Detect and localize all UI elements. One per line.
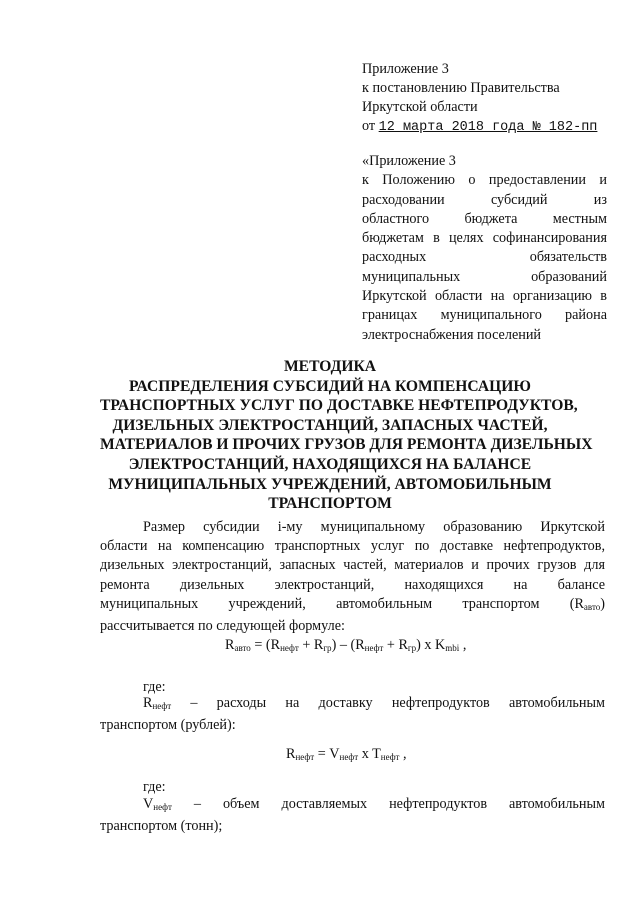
formula-text: , [459, 637, 467, 653]
where-text: где: [143, 679, 166, 695]
subscript: mbi [445, 643, 460, 653]
formula-text: ) – (R [331, 637, 365, 653]
subscript: гр [407, 643, 417, 653]
paragraph-line-text: ) [600, 595, 605, 612]
regulation-annex-block [362, 152, 607, 345]
intro-paragraph [100, 518, 605, 636]
subscript: нефт [339, 752, 359, 762]
annex-date: 12 марта 2018 года № 182-пп [378, 120, 598, 135]
annex-header [362, 60, 607, 137]
paragraph-line: дизельных электростанций, запасных частей, материалов и прочих грузов для [100, 557, 605, 574]
formula-text: + R [298, 637, 324, 653]
subscript: нефт [364, 643, 384, 653]
definition-line: транспортом (тонн); [100, 818, 223, 835]
subscript: авто [583, 601, 601, 612]
paragraph-line: области на компенсацию транспортных услуг по доставке нефтепродуктов, [100, 538, 605, 555]
paragraph-line: Размер субсидии i-му муниципальному образованию Иркутской [143, 519, 605, 535]
subscript: нефт [280, 643, 299, 653]
annex-date-prefix: от [362, 118, 379, 134]
subscript: гр [323, 643, 332, 653]
definition-text: – объем доставляемых нефтепродуктов автомобильным [171, 796, 605, 812]
formula-text: , [399, 746, 407, 762]
title-line: МУНИЦИПАЛЬНЫХ УЧРЕЖДЕНИЙ, АВТОМОБИЛЬНЫМ [108, 475, 552, 493]
formula-subsidy [225, 637, 466, 654]
r-neft-definition [100, 694, 605, 735]
where-text: где: [143, 779, 166, 795]
definition-line [100, 694, 605, 716]
title-line: ТРАНСПОРТНЫХ УСЛУГ ПО ДОСТАВКЕ НЕФТЕПРОДУКТОВ, [100, 397, 578, 415]
annex-line: расходовании субсидий из [362, 191, 607, 208]
subscript: нефт [152, 701, 172, 711]
annex-line: бюджетам в целях софинансирования [362, 230, 607, 247]
title-line: ДИЗЕЛЬНЫХ ЭЛЕКТРОСТАНЦИЙ, ЗАПАСНЫХ ЧАСТЕЙ, [112, 416, 548, 434]
annex-line: муниципальных образований [362, 268, 607, 285]
annex-decree-ref: к постановлению Правительства [362, 80, 560, 96]
formula-symbol: R [143, 695, 153, 711]
title-line: РАСПРЕДЕЛЕНИЯ СУБСИДИЙ НА КОМПЕНСАЦИЮ [129, 377, 531, 395]
annex-number: Приложение 3 [362, 61, 449, 77]
annex-line: границах муниципального района [362, 307, 607, 324]
formula-symbol: R [286, 746, 296, 762]
annex-line: областного бюджета местным [362, 210, 607, 227]
subscript: нефт [153, 802, 172, 812]
formula-text: x T [358, 746, 381, 762]
annex-line: «Приложение 3 [362, 153, 456, 169]
formula-symbol: R [225, 637, 235, 653]
paragraph-line: ремонта дизельных электростанций, находящихся на балансе [100, 576, 605, 593]
annex-region: Иркутской области [362, 99, 478, 115]
document-title [100, 357, 593, 514]
title-line: ТРАНСПОРТОМ [268, 495, 392, 513]
formula-text: + R [383, 637, 408, 653]
formula-text: = (R [250, 637, 281, 653]
subscript: нефт [380, 752, 400, 762]
formula-text: ) x K [416, 637, 446, 653]
title-line: МАТЕРИАЛОВ И ПРОЧИХ ГРУЗОВ ДЛЯ РЕМОНТА ДИЗЕЛЬНЫХ [100, 436, 593, 454]
paragraph-line-text: муниципальных учреждений, автомобильным транспортом (R [100, 595, 584, 612]
annex-line: Иркутской области на организацию в [362, 288, 607, 305]
v-neft-definition [100, 795, 605, 836]
definition-line: транспортом (рублей): [100, 717, 236, 734]
definition-text: – расходы на доставку нефтепродуктов автомобильным [171, 695, 605, 711]
formula-r-neft [286, 746, 407, 763]
title-line: МЕТОДИКА [283, 358, 377, 375]
subscript: авто [234, 643, 251, 653]
title-line: ЭЛЕКТРОСТАНЦИЙ, НАХОДЯЩИХСЯ НА БАЛАНСЕ [128, 455, 532, 473]
formula-symbol: V [143, 796, 154, 812]
annex-line: к Положению о предоставлении и [362, 172, 607, 189]
annex-date-line [362, 117, 607, 137]
paragraph-line [100, 595, 605, 617]
annex-line: электроснабжения поселений [362, 326, 542, 343]
formula-text: = V [314, 746, 340, 762]
definition-line [100, 795, 605, 817]
paragraph-line: рассчитывается по следующей формуле: [100, 618, 345, 635]
annex-line: расходных обязательств [362, 249, 607, 266]
subscript: нефт [295, 752, 315, 762]
